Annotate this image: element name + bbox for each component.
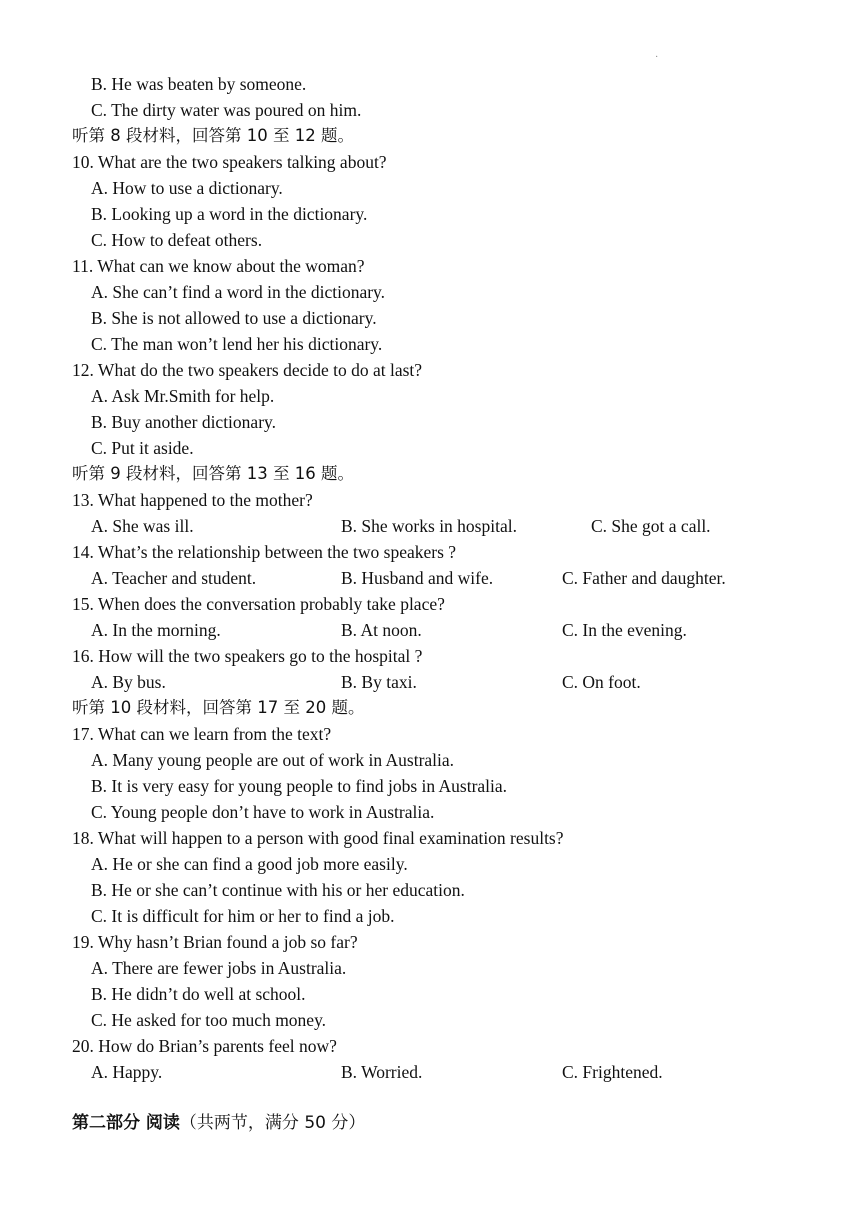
option-row — [72, 669, 832, 695]
question: 19. Why hasn’t Brian found a job so far? — [72, 932, 358, 952]
answer-option: B. Worried. — [341, 1062, 423, 1082]
answer-option: A. How to use a dictionary. — [91, 178, 283, 198]
answer-option: A. Many young people are out of work in Australia. — [91, 750, 455, 770]
answer-option: B. Buy another dictionary. — [91, 412, 277, 432]
answer-option: B. At noon. — [341, 620, 422, 640]
answer-option: A. By bus. — [91, 672, 166, 692]
answer-option: B. She is not allowed to use a dictionary. — [91, 308, 377, 328]
question: 11. What can we know about the woman? — [72, 256, 365, 276]
question: 15. When does the conversation probably take place? — [72, 594, 445, 614]
answer-option: C. In the evening. — [562, 620, 687, 640]
question: 10. What are the two speakers talking about? — [72, 152, 387, 172]
answer-option: A. She can’t find a word in the dictionary. — [91, 282, 386, 302]
answer-option: B. By taxi. — [341, 672, 417, 692]
corner-mark: · — [655, 52, 659, 63]
answer-option: B. Husband and wife. — [341, 568, 494, 588]
option-row — [72, 513, 832, 539]
answer-option: C. She got a call. — [591, 516, 711, 536]
answer-option: C. He asked for too much money. — [91, 1010, 327, 1030]
question: 20. How do Brian’s parents feel now? — [72, 1036, 337, 1056]
answer-option: B. He was beaten by someone. — [91, 74, 307, 94]
answer-option: A. In the morning. — [91, 620, 221, 640]
material-instruction: 听第 9 段材料，回答第 13 至 16 题。 — [72, 464, 354, 483]
answer-option: B. She works in hospital. — [341, 516, 517, 536]
answer-option: C. Put it aside. — [91, 438, 194, 458]
answer-option: B. Looking up a word in the dictionary. — [91, 204, 368, 224]
option-row — [72, 1059, 832, 1085]
question: 16. How will the two speakers go to the hospital ? — [72, 646, 423, 666]
answer-option: B. It is very easy for young people to find jobs in Australia. — [91, 776, 508, 796]
question: 12. What do the two speakers decide to do at last? — [72, 360, 423, 380]
answer-option: C. On foot. — [562, 672, 641, 692]
answer-option: A. Teacher and student. — [91, 568, 257, 588]
material-instruction: 听第 8 段材料，回答第 10 至 12 题。 — [72, 126, 354, 145]
section-heading — [72, 1110, 365, 1136]
option-row — [72, 617, 832, 643]
answer-option: A. Ask Mr.Smith for help. — [91, 386, 275, 406]
answer-option: C. It is difficult for him or her to find a job. — [91, 906, 395, 926]
section-note: （共两节，满分 50 分） — [179, 1113, 366, 1133]
answer-option: B. He didn’t do well at school. — [91, 984, 306, 1004]
answer-option: C. Young people don’t have to work in Australia. — [91, 802, 435, 822]
option-row — [72, 565, 832, 591]
question: 17. What can we learn from the text? — [72, 724, 332, 744]
answer-option: A. Happy. — [91, 1062, 163, 1082]
question: 13. What happened to the mother? — [72, 490, 313, 510]
answer-option: C. Frightened. — [562, 1062, 663, 1082]
answer-option: C. How to defeat others. — [91, 230, 263, 250]
answer-option: A. He or she can find a good job more easily. — [91, 854, 408, 874]
answer-option: C. Father and daughter. — [562, 568, 726, 588]
answer-option: A. She was ill. — [91, 516, 194, 536]
question: 14. What’s the relationship between the two speakers ? — [72, 542, 457, 562]
question: 18. What will happen to a person with good final examination results? — [72, 828, 564, 848]
section-title: 第二部分 阅读 — [72, 1113, 180, 1133]
answer-option: B. He or she can’t continue with his or her education. — [91, 880, 465, 900]
material-instruction: 听第 10 段材料，回答第 17 至 20 题。 — [72, 698, 365, 717]
answer-option: C. The man won’t lend her his dictionary. — [91, 334, 383, 354]
answer-option: A. There are fewer jobs in Australia. — [91, 958, 347, 978]
answer-option: C. The dirty water was poured on him. — [91, 100, 362, 120]
listening-questions — [72, 71, 832, 1085]
